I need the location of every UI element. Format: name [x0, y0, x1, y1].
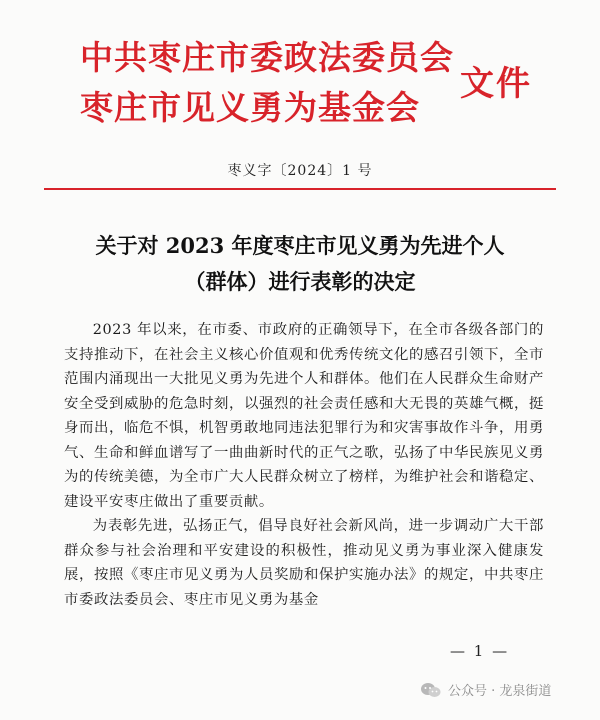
watermark-text: 公众号 · 龙泉街道: [448, 684, 552, 699]
wechat-icon: [420, 681, 442, 699]
document-header: [80, 38, 550, 138]
issuer-line-2: 枣庄市见义勇为基金会: [80, 88, 420, 127]
body-paragraph-2: 为表彰先进，弘扬正气，倡导良好社会新风尚，进一步调动广大干部群众参与社会治理和平安建设的积极性，推动见义勇为事业深入健康发展，按照《枣庄市见义勇为人员奖励和保护实施办法》的规定，中共枣庄市委政法委员会、枣庄市见义勇为基金: [64, 518, 544, 608]
issuer-line-1: 中共枣庄市委政法委员会: [80, 38, 454, 77]
header-divider: [44, 188, 556, 190]
title-line-2: （群体）进行表彰的决定: [184, 269, 416, 294]
page-number: — 1 —: [450, 642, 510, 660]
title-line-1: 关于对 2023 年度枣庄市见义勇为先进个人: [95, 233, 505, 258]
body-paragraph-1: 2023 年以来，在市委、市政府的正确领导下，在全市各级各部门的支持推动下，在社会主义核心价值观和优秀传统文化的感召引领下，全市范围内涌现出一大批见义勇为先进个人和群体。他们在人民群众生命财产安全受到威胁的危急时刻，以强烈的社会责任感和大无畏的英雄气概，挺身而出，临危不惧，机智勇敢地同违法犯罪行为和灾害事故作斗争，用勇气、生命和鲜血谱写了一曲曲新时代的正气之歌，弘扬了中华民族见义勇为的传统美德，为全市广大人民群众树立了榜样，为维护社会和谐稳定、建设平安枣庄做出了重要贡献。: [64, 322, 544, 510]
document-number: 枣义字〔2024〕1 号: [227, 163, 373, 179]
watermark: [420, 680, 551, 699]
document-title: [40, 228, 560, 300]
document-body: [64, 318, 544, 612]
doc-type-label: 文件: [460, 64, 532, 104]
